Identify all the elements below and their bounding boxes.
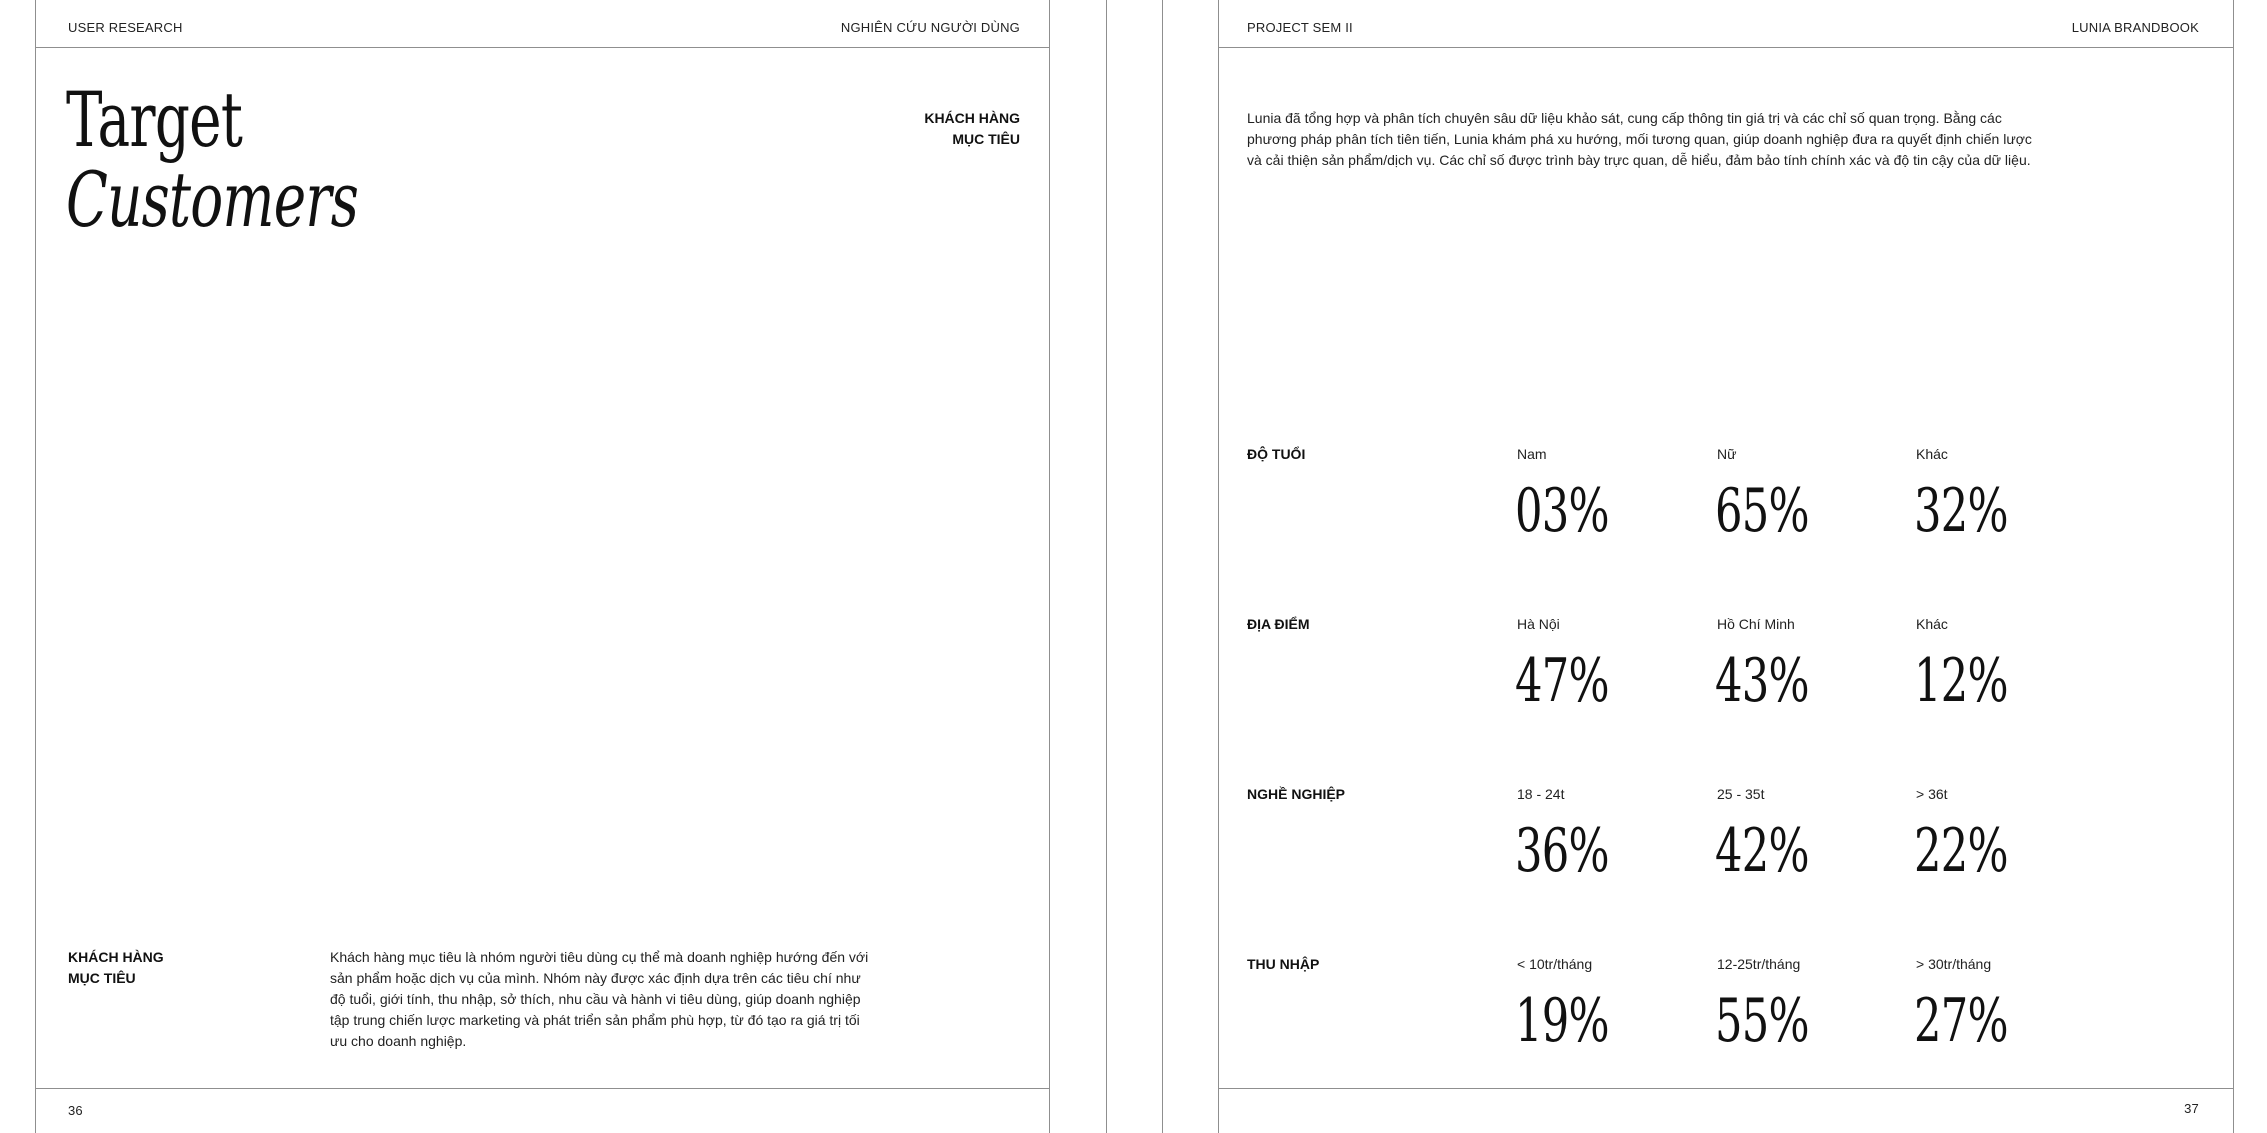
stat-label: Nữ — [1717, 446, 1737, 462]
intro-paragraph: Lunia đã tổng hợp và phân tích chuyên sâu dữ liệu khảo sát, cung cấp thông tin giá trị và các chỉ số quan trọng. Bằng các phương pháp phân tích tiên tiến, Lunia khám phá xu hướng, mối tương quan, giúp doanh nghiệp đưa ra quyết định chiến lược và cải thiện sản phẩm/dịch vụ. Các chỉ số được trình bày trực quan, dễ hiểu, đảm bảo tính chính xác và độ tin cậy của dữ liệu. — [1247, 110, 2032, 168]
stat-category: NGHỀ NGHIỆP — [1247, 786, 1346, 802]
stat-label: 18 - 24t — [1517, 786, 1565, 802]
stat-category: THU NHẬP — [1247, 956, 1320, 972]
page-number-right: 37 — [2184, 1101, 2199, 1116]
stat-value: 27% — [1914, 986, 2008, 1056]
stat-label: 25 - 35t — [1717, 786, 1765, 802]
stat-value: 55% — [1715, 986, 1809, 1056]
stat-label: > 36t — [1916, 786, 1948, 802]
stat-label: Khác — [1916, 616, 1948, 632]
gutter-rule-3 — [1162, 0, 1163, 1133]
stat-value: 32% — [1914, 476, 2008, 546]
footer-rule-right — [1218, 1088, 2234, 1089]
bottom-label — [68, 947, 164, 989]
description-paragraph: Khách hàng mục tiêu là nhóm người tiêu dùng cụ thể mà doanh nghiệp hướng đến với sản phẩm hoặc dịch vụ của mình. Nhóm này được xác định dựa trên các tiêu chí như độ tuổi, giới tính, thu nhập, sở thích, nhu cầu và hành vi tiêu dùng, giúp doanh nghiệp tập trung chiến lược marketing và phát triển sản phẩm phù hợp, từ đó tạo ra giá trị tối ưu cho doanh nghiệp. — [330, 949, 869, 1049]
page-border-left — [35, 0, 36, 1133]
bottom-label-line-2: MỤC TIÊU — [68, 970, 136, 986]
stat-label: Khác — [1916, 446, 1948, 462]
header-rule-right — [1218, 47, 2234, 48]
page-border-right — [2233, 0, 2234, 1133]
left-header-title: NGHIÊN CỨU NGƯỜI DÙNG — [840, 20, 1020, 35]
stat-label: Hồ Chí Minh — [1717, 616, 1795, 632]
stat-value: 03% — [1515, 476, 1609, 546]
stat-value: 43% — [1715, 646, 1809, 716]
right-header-title: LUNIA BRANDBOOK — [2071, 20, 2199, 35]
header-rule-left — [35, 47, 1050, 48]
stat-value: 22% — [1914, 816, 2008, 886]
left-header-section: USER RESEARCH — [68, 20, 183, 35]
stat-category: ĐỊA ĐIỂM — [1247, 616, 1310, 632]
gutter-rule-2 — [1106, 0, 1107, 1133]
footer-rule-left — [35, 1088, 1050, 1089]
stat-label: 12-25tr/tháng — [1717, 956, 1801, 972]
stat-label: < 10tr/tháng — [1517, 956, 1593, 972]
gutter-rule-4 — [1218, 0, 1219, 1133]
stat-value: 36% — [1515, 816, 1609, 886]
stat-label: Nam — [1517, 446, 1547, 462]
stat-label: > 30tr/tháng — [1916, 956, 1992, 972]
title-line-2: Customers — [66, 155, 359, 244]
page-title — [66, 75, 359, 244]
bottom-label-line-1: KHÁCH HÀNG — [68, 949, 164, 965]
side-label-line-1: KHÁCH HÀNG — [924, 110, 1020, 126]
title-line-1: Target — [66, 75, 243, 164]
side-label-line-2: MỤC TIÊU — [952, 131, 1020, 147]
side-label — [924, 108, 1020, 150]
stat-value: 65% — [1715, 476, 1809, 546]
right-header-section: PROJECT SEM II — [1247, 20, 1353, 35]
stat-value: 42% — [1715, 816, 1809, 886]
stat-value: 19% — [1515, 986, 1609, 1056]
stat-label: Hà Nội — [1517, 616, 1560, 632]
stat-value: 47% — [1515, 646, 1609, 716]
stat-value: 12% — [1914, 646, 2008, 716]
page-number-left: 36 — [68, 1103, 83, 1118]
stat-category: ĐỘ TUỔI — [1247, 446, 1306, 462]
gutter-rule-1 — [1049, 0, 1050, 1133]
